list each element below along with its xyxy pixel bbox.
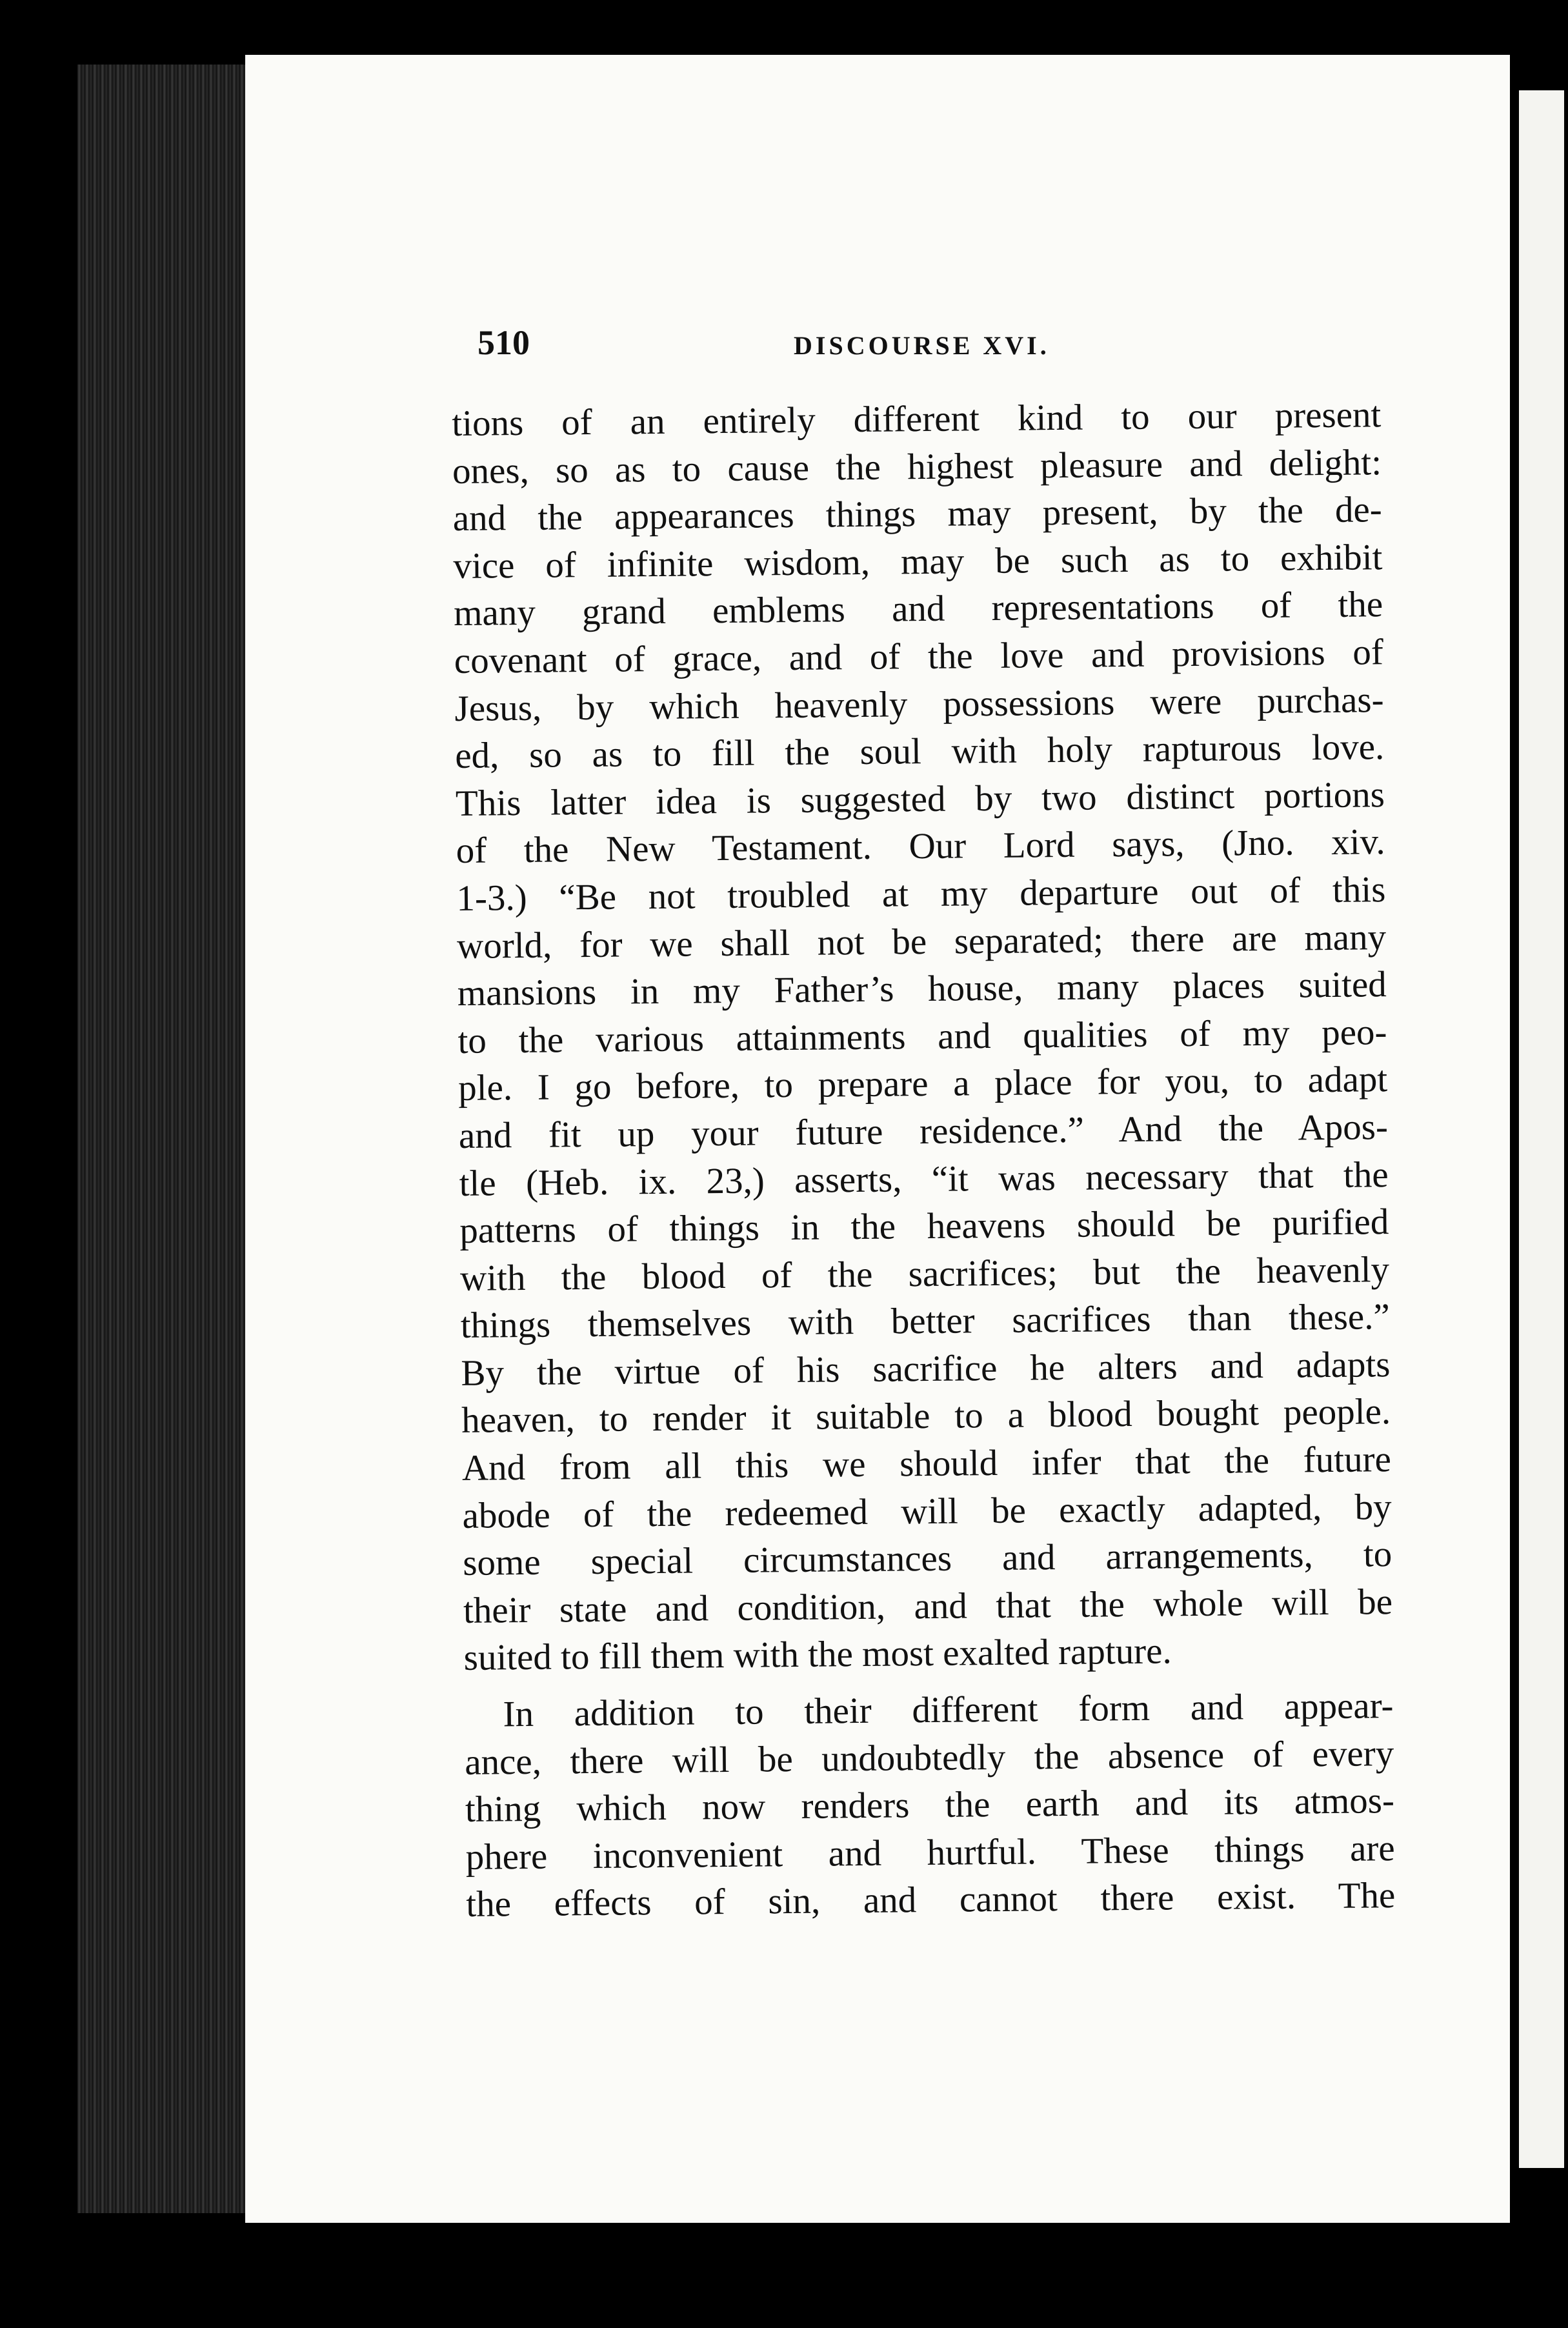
text-line: tle (Heb. ix. 23,) asserts, “it was necessary that the (459, 1154, 1389, 1204)
text-line: vice of infinite wisdom, may be such as to exhibit (453, 536, 1383, 587)
text-line: and the appearances things may present, by the de- (452, 489, 1382, 539)
text-line: to the various attainments and qualities of my peo- (457, 1011, 1387, 1061)
text-line: and fit up your future residence.” And the Apos- (458, 1107, 1389, 1156)
text-line: This latter idea is suggested by two distinct portions (455, 774, 1385, 824)
text-line: 1-3.) “Be not troubled at my departure out of this (456, 869, 1386, 919)
text-line: In addition to their different form and appear- (503, 1685, 1394, 1735)
running-head (477, 323, 1381, 374)
text-line: ed, so as to fill the soul with holy rapturous love. (454, 727, 1385, 777)
text-line: phere inconvenient and hurtful. These things are (465, 1827, 1395, 1878)
text-line: ple. I go before, to prepare a place for you, to adapt (457, 1059, 1388, 1109)
text-line: with the blood of the sacrifices; but the heavenly (459, 1249, 1390, 1299)
text-line: ance, there will be undoubtedly the absence of every (464, 1732, 1394, 1783)
text-line: heaven, to render it suitable to a blood bought people. (461, 1391, 1391, 1441)
header-title: DISCOURSE XVI. (794, 331, 1050, 360)
text-line: some special circumstances and arrangements, to (463, 1534, 1392, 1584)
text-line: Jesus, by which heavenly possessions were purchas- (454, 679, 1384, 729)
text-line: ones, so as to cause the highest pleasure and delight: (452, 441, 1382, 492)
body-text (452, 391, 1396, 1929)
page-number: 510 (477, 323, 530, 362)
text-line: patterns of things in the heavens should be purified (459, 1201, 1389, 1252)
text-line: tions of an entirely different kind to our present (452, 394, 1382, 444)
text-line: And from all this we should infer that the future (461, 1439, 1392, 1489)
text-line: mansions in my Father’s house, many places suited (457, 964, 1387, 1014)
book-page-edge (77, 65, 271, 2213)
text-line: their state and condition, and that the whole will be (463, 1581, 1393, 1631)
text-line: the effects of sin, and cannot there exist. The (466, 1875, 1396, 1925)
text-line: of the New Testament. Our Lord says, (Jno. xiv. (456, 821, 1385, 872)
facing-page-edge (1510, 90, 1564, 2168)
text-line: things themselves with better sacrifices than these.” (460, 1296, 1391, 1347)
text-line: covenant of grace, and of the love and provisions of (454, 632, 1384, 681)
text-line: world, for we shall not be separated; there are many (456, 916, 1387, 967)
text-line: many grand emblems and representations of the (453, 584, 1383, 634)
text-line: abode of the redeemed will be exactly adapted, by (462, 1486, 1392, 1536)
text-line: By the virtue of his sacrifice he alters and adapts (461, 1343, 1391, 1394)
text-line: suited to fill them with the most exalted rapture. (463, 1631, 1172, 1679)
text-line: thing which now renders the earth and its atmos- (465, 1780, 1395, 1831)
